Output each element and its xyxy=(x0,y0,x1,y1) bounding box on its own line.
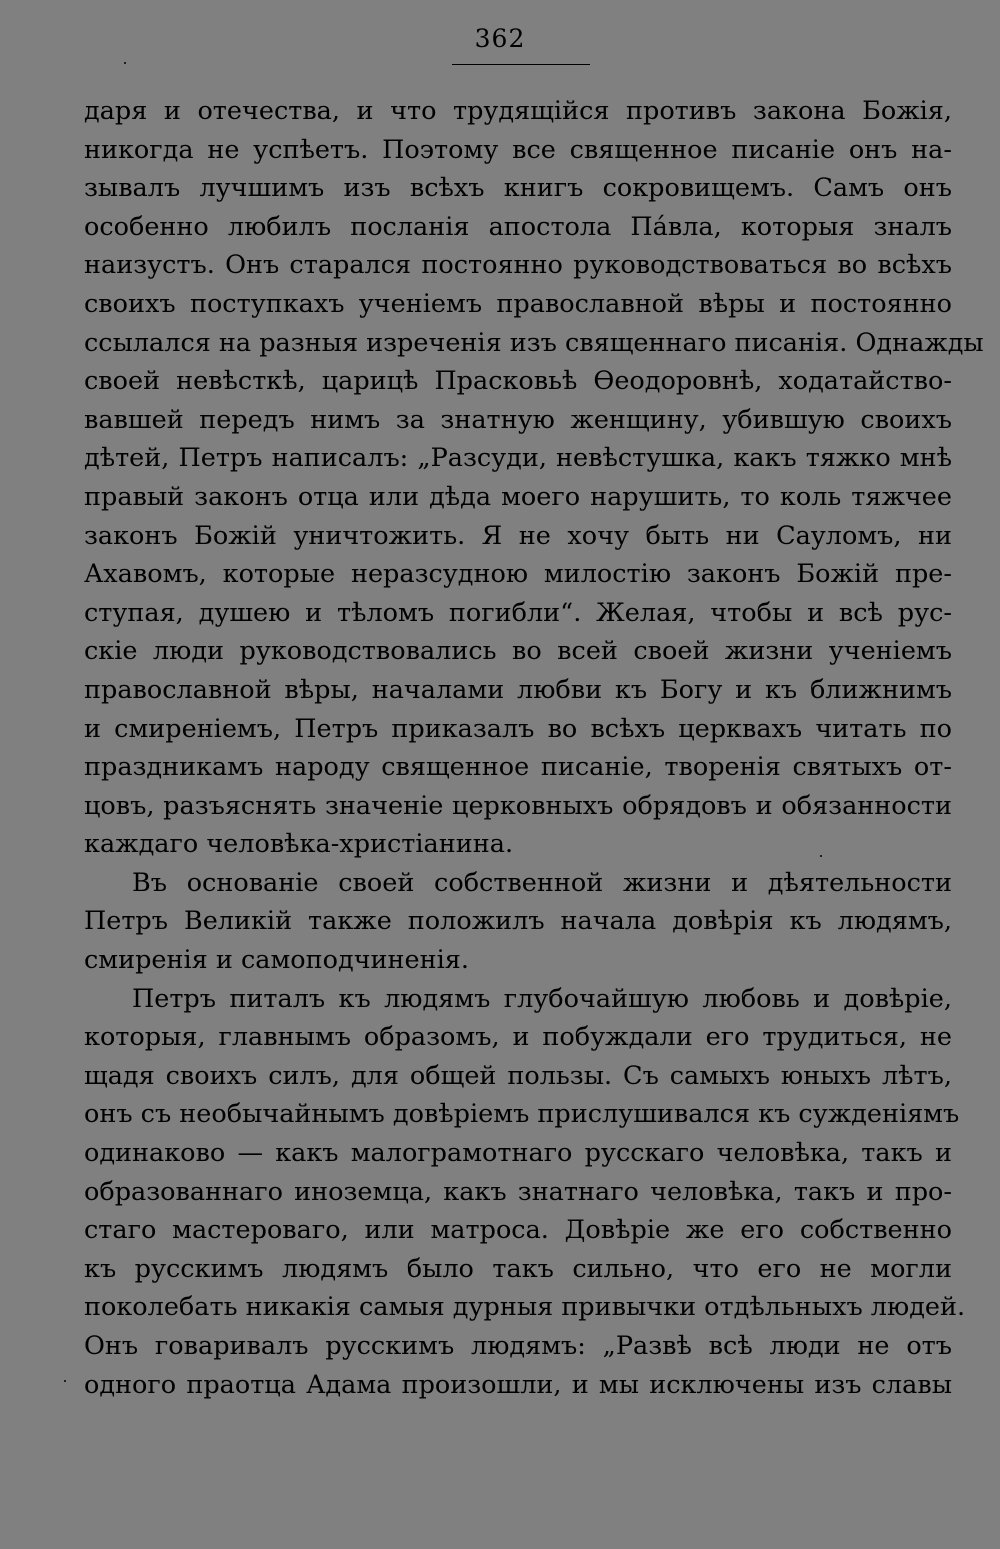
text-line: которыя, главнымъ образомъ, и побуждали его трудиться, не xyxy=(84,1022,952,1053)
text-line: Онъ говаривалъ русскимъ людямъ: „Развѣ всѣ люди не отъ xyxy=(84,1331,952,1361)
text-line: зывалъ лучшимъ изъ всѣхъ книгъ сокровищемъ. Самъ онъ xyxy=(84,173,952,204)
text-line: праздникамъ народу священное писаніе, творенія святыхъ от- xyxy=(84,752,952,783)
text-line: онъ съ необычайнымъ довѣріемъ прислушивался къ сужденіямъ xyxy=(84,1099,960,1130)
text-line: Петръ Великій также положилъ начала довѣрія къ людямъ, xyxy=(84,906,952,937)
text-line: щадя своихъ силъ, для общей пользы. Съ самыхъ юныхъ лѣтъ, xyxy=(84,1060,952,1091)
text-line: правый законъ отца или дѣда моего нарушить, то коль тяжчее xyxy=(84,481,952,512)
text-line: вавшей передъ нимъ за знатную женщину, убившую своихъ xyxy=(84,404,952,435)
text-line: скіе люди руководствовались во всей своей жизни ученіемъ xyxy=(84,636,952,667)
text-line: законъ Божій уничтожить. Я не хочу быть ни Сауломъ, ни xyxy=(84,520,952,551)
text-line: православной вѣры, началами любви къ Богу и къ ближнимъ xyxy=(84,674,952,705)
text-line: даря и отечества, и что трудящійся противъ закона Божія, xyxy=(84,96,952,126)
text-line: смиренія и самоподчиненія. xyxy=(84,945,469,976)
text-line: образованнаго иноземца, какъ знатнаго человѣка, такъ и про- xyxy=(84,1176,952,1207)
print-speck xyxy=(124,62,126,64)
page-number: 362 xyxy=(474,24,526,53)
print-speck xyxy=(64,1380,66,1382)
text-line: своей невѣсткѣ, царицѣ Прасковьѣ Ѳеодоровнѣ, ходатайство- xyxy=(84,366,952,397)
text-line: поколебать никакія самыя дурныя привычки отдѣльныхъ людей. xyxy=(84,1292,966,1323)
text-line: Въ основаніе своей собственной жизни и дѣятельности xyxy=(132,867,952,898)
text-line: одинаково — какъ малограмотнаго русскаго человѣка, такъ и xyxy=(84,1138,952,1169)
text-line: Петръ питалъ къ людямъ глубочайшую любовь и довѣріе, xyxy=(132,983,952,1014)
text-line: ссылался на разныя изреченія изъ священнаго писанія. Однажды xyxy=(84,327,984,358)
text-line: Ахавомъ, которые неразсудною милостію законъ Божій пре- xyxy=(84,559,952,590)
body-text xyxy=(84,92,984,1404)
text-line: цовъ, разъяснять значеніе церковныхъ обрядовъ и обязанности xyxy=(84,790,952,821)
page-number-rule xyxy=(452,64,590,65)
text-line: стаго мастероваго, или матроса. Довѣріе же его собственно xyxy=(84,1215,952,1246)
text-line: ступая, душею и тѣломъ погибли“. Желая, чтобы и всѣ рус- xyxy=(84,597,952,628)
text-line: одного праотца Адама произошли, и мы исключены изъ славы xyxy=(84,1369,952,1400)
text-line: никогда не успѣетъ. Поэтому все священное писаніе онъ на- xyxy=(84,134,952,165)
text-line: каждаго человѣка-христіанина. xyxy=(84,829,514,860)
text-line: дѣтей, Петръ написалъ: „Разсуди, невѣстушка, какъ тяжко мнѣ xyxy=(84,443,952,474)
text-line: особенно любилъ посланія апостола Па́вла, которыя зналъ xyxy=(84,211,952,242)
text-line: наизустъ. Онъ старался постоянно руководствоваться во всѣхъ xyxy=(84,250,952,281)
text-line: своихъ поступкахъ ученіемъ православной вѣры и постоянно xyxy=(84,288,952,319)
text-line: къ русскимъ людямъ было такъ сильно, что его не могли xyxy=(84,1253,952,1284)
text-line: и смиреніемъ, Петръ приказалъ во всѣхъ церквахъ читать по xyxy=(84,713,952,744)
